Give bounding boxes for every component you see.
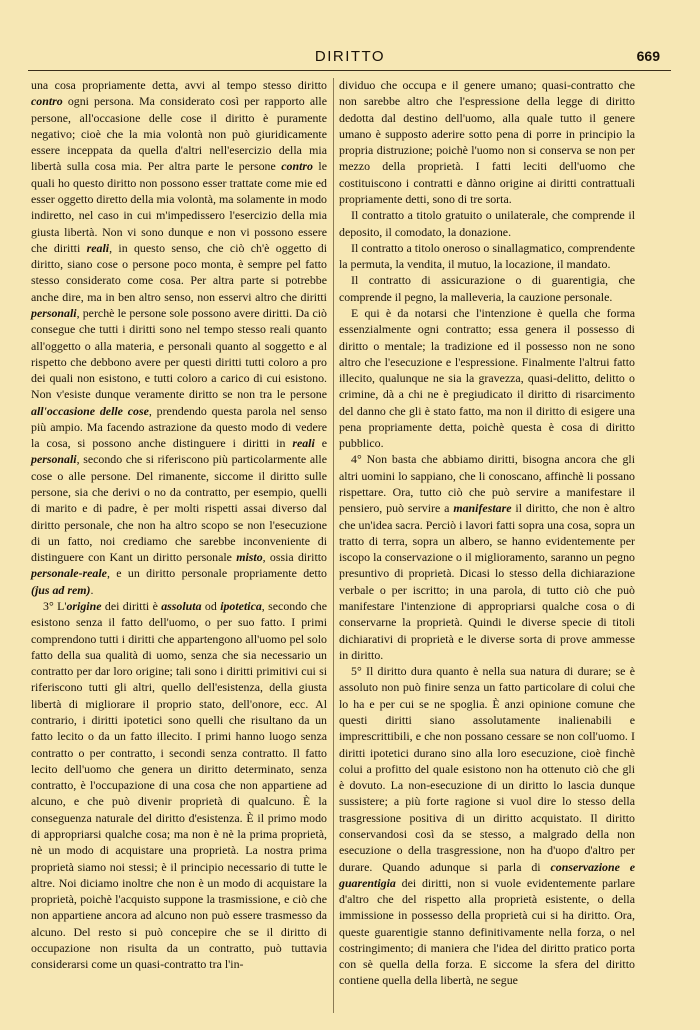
paragraph: E qui è da notarsi che l'intenzione è quella che forma essenzialmente ogni contratto; essa genera il possesso di diritto o mentale; la tradizione ed il possesso non ne sono altro che l'esecuzione e l'espressione. Finalmente l'altrui fatto illecito, qualunque ne sia la gravezza, quasi-delitto, delitto o crimine, dà a chi ne è pregiudicato il diritto di risarcimento del danno che gli è stato fatto, ma non il diritto di esigere una pena propriamente detta, poichè questa è cosa di diritto pubblico. [339,305,635,451]
emphasis: contro [281,159,313,174]
paragraph: Il contratto di assicurazione o di guarentigia, che comprende il pegno, la malleveria, la cauzione personale. [339,273,635,304]
emphasis: personale-reale [31,566,107,581]
paragraph: dividuo che occupa e il genere umano; quasi-contratto che non sarebbe altro che l'espressione della legge di diritto dedotta dal destino dell'uomo, alla quale tutto il genere umano è supposto aderire sotto pena di porre in principio la propria distruzione; poichè l'uomo non si conserva se non per mezzo della proprietà. I fatti leciti dell'uomo che costituiscono i contratti e dànno origine ai diritti contrattuali propriamente detti, sono di tre sorta. [339,78,635,206]
emphasis: personali [31,452,77,467]
paragraph: 5° Il diritto dura quanto è nella sua natura di durare; se è assoluto non può finire senza un fatto particolare di colui che lo ha e per cui se ne spoglia. È anzi opinione comune che questi diritti siano assolutamente inalienabili e imprescrittibili, e che non possano cessare se non coll'uomo. I diritti ipotetici durano sino alla loro esecuzione, cioè finchè colui a profitto del quale esistono non ha ottenuto ciò che gli è dovuto. La non-esecuzione di un diritto lo lascia dunque sussistere; a più forte ragione si vuol dire lo stesso della trasgressione positiva di un diritto acquistato. Il diritto conservandosi così da se stesso, a malgrado della non esecuzione o della trasgressione, non ha d'uopo d'altro per durare. Quando adunque si parla di conservazione e guarentigia dei diritti, non si vuole evidentemente parlare d'altro che del rispetto alla proprietà esistente, o della immissione in possesso della proprietà cui si ha diritto. Ora, queste guarentigie stanno definitivamente nella forza, o nel costringimento; di maniera che l'idea del diritto pratico porta con sè quella della forza. E siccome la sfera del diritto contiene quella della libertà, ne segue [339,664,635,988]
paragraph: Il contratto a titolo gratuito o unilaterale, che comprende il deposito, il comodato, la donazione. [339,208,635,239]
emphasis: conservazione e guarentigia [339,859,635,890]
paragraph: Il contratto a titolo oneroso o sinallagmatico, comprendente la permuta, la vendita, il mutuo, la locazione, il mandato. [339,240,635,272]
emphasis: personali [31,305,77,320]
column-divider [333,78,334,1013]
header-rule [28,70,671,71]
right-column [339,77,635,989]
running-header-title: DIRITTO [314,48,386,65]
emphasis: contro [31,94,63,109]
emphasis: reali [86,240,110,255]
emphasis: all'occasione delle cose [31,403,149,418]
emphasis: assoluta [161,599,202,613]
emphasis: misto [236,550,263,565]
paragraph: 4° Non basta che abbiamo diritti, bisogna ancora che gli altri uomini lo sappiano, che li conoscano, affinchè li possano rispettare. Ora, tutto ciò che può servire a manifestare il pensiero, può servire a manifestare il diritto, che non è altro che un'idea sacra. Perciò i lavori fatti sopra una cosa, sopra un tratto di terra, sopra un albero, se hanno evidentemente per iscopo la conservazione o il miglioramento, saranno un pegno presuntivo di proprietà. Dicasi lo stesso della dichiarazione verbale o per iscritto; in una parola, di tutto ciò che può manifestare l'intenzione di appropriarsi qualche cosa o di conservarne la proprietà. Quindi le diverse specie di titoli dichiarativi di proprietà e le diverse sorta di prove ammesse in diritto. [339,452,635,662]
emphasis: reali [292,436,315,451]
page-number: 669 [636,48,660,64]
emphasis: origine [66,599,102,613]
emphasis: ipotetica [220,599,262,613]
paragraph: 3° L'origine dei diritti è assoluta od ipotetica, secondo che esistono senza il fatto dell'uomo, o per suo fatto. I primi comprendono tutti i diritti che appartengono all'uomo pel solo fatto della sua qualità di uomo, senza che sia necessario un contratto per dar loro origine; tali sono i diritti primitivi cui si riferiscono tutti gli altri, quello dell'esistenza, della giusta libertà di migliorare il proprio stato, dell'onore, ecc. Al contrario, i diritti ipotetici sono quelli che risultano da un fatto lecito o da un fatto illecito. I primi hanno luogo senza contratto o per contratto, i secondi senza contratto. Il fatto lecito dell'uomo che genera un diritto determinato, senza contratto, è l'occupazione di una cosa che non appartiene ad alcuno, e che può divenir proprietà di qualcuno. È la conseguenza naturale del diritto d'esistenza. È il primo modo di appropriarsi qualche cosa; ma non è nè la prima proprietà, nè un modo di acquistare una proprietà. La nostra prima proprietà siamo noi stessi; è il principio necessario di tutte le altre. Noi diciamo inoltre che non è un modo di acquistare la proprietà, poichè l'acquisto suppone la trasmissione, e ciò che non appartiene ancora ad alcuno non può essere trasmesso da alcuno. Del resto si può concepire che se il diritto di occupazione non risulta da un contratto, può tuttavia considerarsi come un quasi-contratto tra l'in- [31,599,327,972]
paragraph: una cosa propriamente detta, avvi al tempo stesso diritto contro ogni persona. Ma considerato così per rapporto alle persone, all'occasione delle cose il diritto è puramente negativo; cioè che la mia volontà non può giuridicamente essere inceppata da quella d'altri nell'esercizio della mia libertà sulla cosa mia. Per altra parte le persone contro le quali ho questo diritto non possono esser trattate come mie ed esser oggetto diretto della mia volontà, ma solamente in modo indiretto, nel caso in cui m'impedissero l'esercizio della mia giusta libertà. Non vi sono dunque e non vi possono essere che diritti reali, in questo senso, che ciò ch'è oggetto di diritto, siano cose o persone poco monta, è sempre pel fatto stesso considerato come cosa. Per altra parte si potrebbe anche dire, ma in ben altro senso, non esservi altro che diritti personali, perchè le persone sole possono avere diritti. Da ciò consegue che tutti i diritti sono nel tempo stesso reali quanto all'oggetto o alla materia, e personali quanto al soggetto e al rispetto che debbono avere per questi diritti tutti coloro a pro dei quali non esistono, e tutti coloro a carico di cui esistono. Non v'esiste dunque veramente diritto se non tra le persone all'occasione delle cose, prendendo questa parola nel senso più ampio. Ma facendo astrazione da questo modo di vedere la cosa, si possono anche distinguere i diritti in reali e personali, secondo che si riferiscono più particolarmente alle cose o alle persone. Del rimanente, siccome il diritto sulle persone, sia che derivi o no da contratto, per esempio, quelli di marito e di padre, è per molti rispetti assai diverso dal diritto personale, che non ha altro scopo se non l'esecuzione di un fatto, noi crediamo che sarebbe inconveniente di distinguere con Kant un diritto personale misto, ossia diritto personale-reale, e un diritto personale propriamente detto (jus ad rem). [31,78,328,597]
left-column [31,77,327,972]
emphasis: manifestare [453,501,512,516]
emphasis: (jus ad rem) [31,582,91,597]
